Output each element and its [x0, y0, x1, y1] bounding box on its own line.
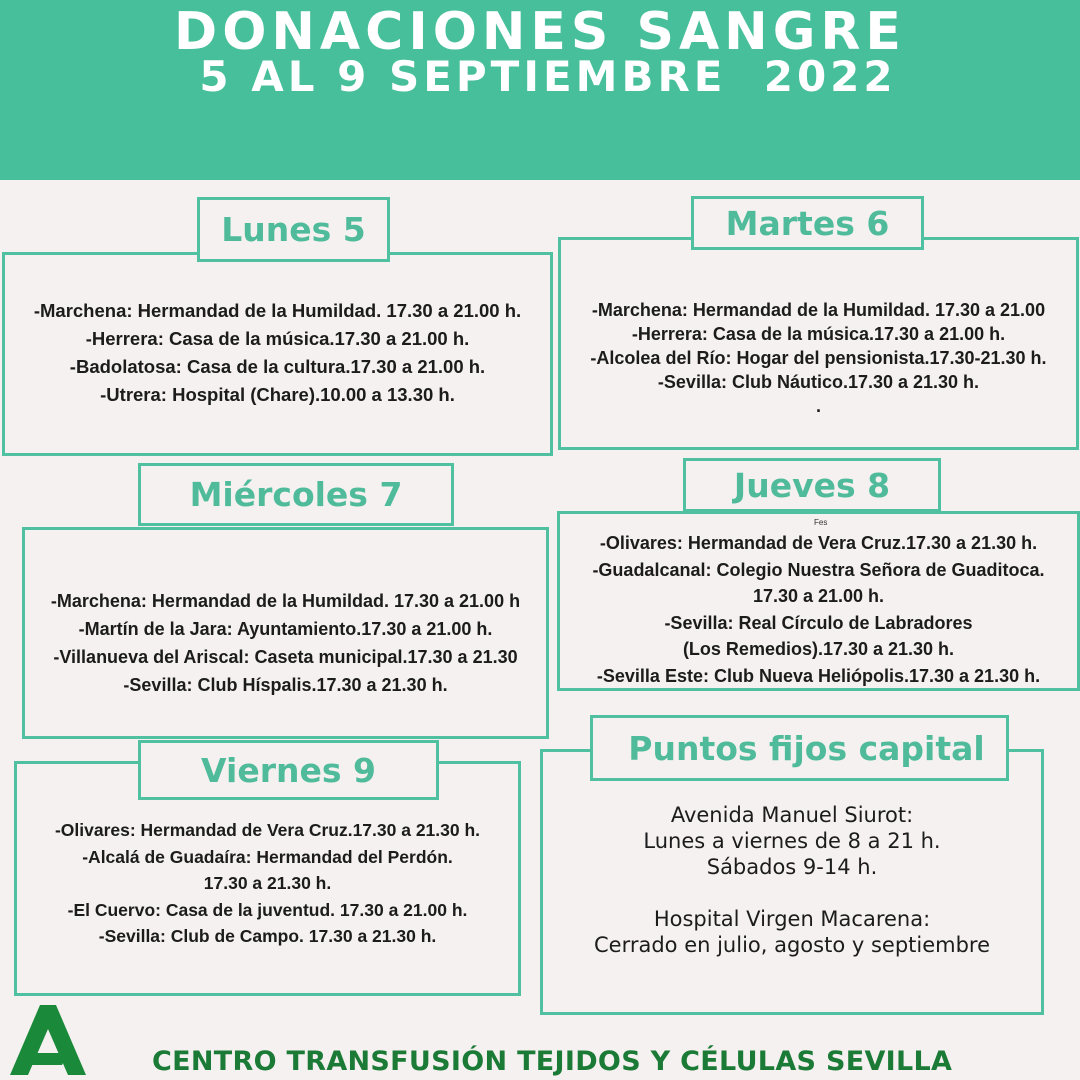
list-item: . — [815, 396, 821, 416]
martes-box — [558, 237, 1079, 450]
lunes-box — [2, 252, 553, 456]
stray-text: Fes — [814, 518, 828, 527]
list-item: -Olivares: Hermandad de Vera Cruz.17.30 a 21.30 h. — [54, 820, 481, 840]
martes-label: Martes 6 — [691, 196, 924, 250]
jueves-label: Jueves 8 — [683, 458, 941, 512]
list-item: -Guadalcanal: Colegio Nuestra Señora de Guaditoca. — [592, 559, 1045, 580]
list-item: -Sevilla: Club de Campo. 17.30 a 21.30 h. — [98, 926, 437, 946]
list-item — [543, 880, 1041, 906]
miercoles-lines — [25, 587, 546, 699]
list-item: -Sevilla: Club Híspalis.17.30 a 21.30 h. — [123, 675, 448, 695]
list-item: -Herrera: Casa de la música.17.30 a 21.00 h. — [85, 328, 470, 349]
list-item: -El Cuervo: Casa de la juventud. 17.30 a 21.00 h. — [67, 899, 468, 920]
martes-lines — [561, 298, 1076, 418]
miercoles-label: Miércoles 7 — [138, 463, 454, 526]
fixed-points-lines — [543, 802, 1041, 958]
jueves-lines — [560, 530, 1077, 689]
viernes-label: Viernes 9 — [138, 740, 439, 800]
list-item: -Martín de la Jara: Ayuntamiento.17.30 a 21.00 h. — [78, 619, 493, 639]
list-item: Hospital Virgen Macarena: — [653, 907, 931, 931]
list-item: -Olivares: Hermandad de Vera Cruz.17.30 a 21.30 h. — [599, 533, 1038, 553]
lunes-label: Lunes 5 — [197, 197, 390, 262]
lunes-lines — [5, 297, 550, 409]
list-item: -Marchena: Hermandad de la Humildad. 17.30 a 21.00 — [591, 300, 1046, 320]
list-item: -Badolatosa: Casa de la cultura.17.30 a 21.00 h. — [69, 356, 486, 377]
page-subtitle: 5 AL 9 SEPTIEMBRE 2022 — [199, 52, 897, 101]
list-item: -Villanueva del Ariscal: Caseta municipal.17.30 a 21.30 — [53, 647, 518, 667]
fixed-points-box — [540, 749, 1044, 1015]
viernes-lines — [17, 817, 518, 950]
list-item: -Alcalá de Guadaíra: Hermandad del Perdón. — [82, 846, 453, 867]
list-item: -Sevilla Este: Club Nueva Heliópolis.17.30 a 21.30 h. — [596, 665, 1041, 686]
list-item: -Utrera: Hospital (Chare).10.00 a 13.30 h. — [100, 384, 455, 405]
list-item: 17.30 a 21.00 h. — [752, 586, 885, 606]
header-banner — [0, 0, 1080, 180]
list-item: 17.30 a 21.30 h. — [203, 873, 332, 893]
list-item: -Sevilla: Real Círculo de Labradores — [664, 612, 973, 633]
list-item: Avenida Manuel Siurot: — [670, 803, 914, 827]
jueves-box — [557, 511, 1080, 691]
list-item: -Alcolea del Río: Hogar del pensionista.17.30-21.30 h. — [590, 348, 1047, 368]
list-item: Lunes a viernes de 8 a 21 h. — [643, 829, 941, 853]
fixed-points-label: Puntos fijos capital — [590, 715, 1009, 781]
footer-org-name: CENTRO TRANSFUSIÓN TEJIDOS Y CÉLULAS SEVILLA — [152, 1046, 953, 1077]
list-item: -Sevilla: Club Náutico.17.30 a 21.30 h. — [657, 372, 980, 392]
list-item: Cerrado en julio, agosto y septiembre — [593, 933, 991, 957]
list-item: (Los Remedios).17.30 a 21.30 h. — [682, 639, 955, 659]
list-item: -Marchena: Hermandad de la Humildad. 17.30 a 21.00 h. — [33, 300, 522, 321]
list-item: Sábados 9-14 h. — [706, 855, 878, 879]
page-title: DONACIONES SANGRE — [174, 2, 906, 62]
miercoles-box — [22, 527, 549, 739]
list-item: -Marchena: Hermandad de la Humildad. 17.30 a 21.00 h — [50, 591, 521, 611]
list-item: -Herrera: Casa de la música.17.30 a 21.00 h. — [631, 324, 1006, 344]
junta-andalucia-logo-icon — [10, 1003, 86, 1075]
